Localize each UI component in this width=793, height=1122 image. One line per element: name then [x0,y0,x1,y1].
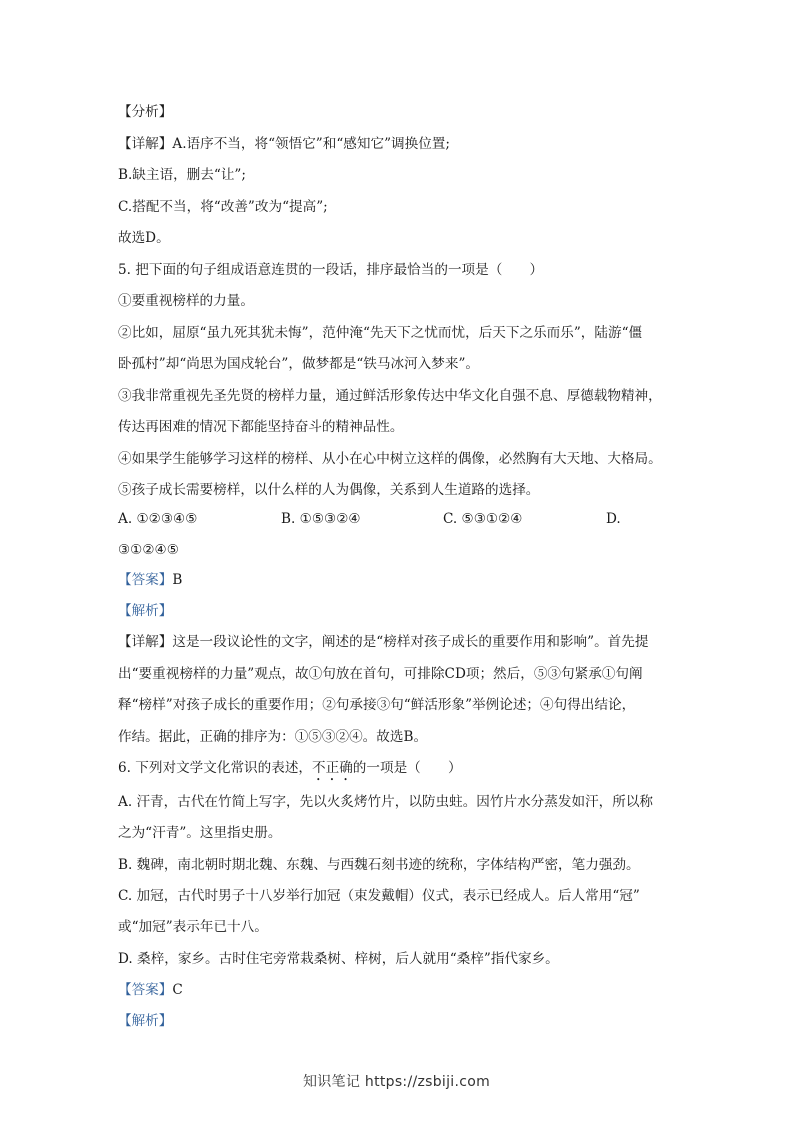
analysis-tag: 【分析】 [118,104,173,120]
q5-answer [118,572,678,588]
answer-tag: 【答案】 [118,572,173,588]
option-a: A. ①②③④⑤ [118,511,198,527]
option-d-value: ③①②④⑤ [118,542,179,558]
q6-option-a-line-2: 之为“汗青”。这里指史册。 [118,825,282,841]
detail-line [118,136,678,152]
detail-tag: 【详解】 [118,634,173,650]
answer-value: C [172,982,183,998]
detail-text: A.语序不当，将“领悟它”和“感知它”调换位置; [172,136,450,152]
q6-stem-post: 的一项是（ ） [352,760,462,776]
option-c: C. ⑤③①②④ [443,511,523,527]
q5-sentence-1: ①要重视榜样的力量。 [118,293,254,309]
explanation-c: C.搭配不当，将“改善”改为“提高”; [118,199,328,215]
q6-explain-heading [118,1013,678,1029]
q5-sentence-3-line-1: ③我非常重视先圣先贤的榜样力量，通过鲜活形象传达中华文化自强不息、厚德载物精神， [118,388,662,404]
q6-option-c-line-2: 或“加冠”表示年已十八。 [118,919,268,935]
explain-tag: 【解析】 [118,1013,173,1029]
q5-sentence-2-line-1: ②比如，屈原“虽九死其犹未悔”，范仲淹“先天下之忧而忧，后天下之乐而乐”，陆游“僵 [118,325,643,341]
q5-detail-line-4: 作结。据此，正确的排序为：①⑤③②④。故选B。 [118,729,428,745]
q5-detail-line-1 [118,634,678,650]
option-b: B. ①⑤③②④ [281,511,361,527]
question-5-stem: 5. 把下面的句子组成语意连贯的一段话，排序最恰当的一项是（ ） [118,262,544,278]
q6-answer [118,982,678,998]
q5-sentence-3-line-2: 传达再困难的情况下都能坚持奋斗的精神品性。 [118,419,404,435]
q6-option-d: D. 桑梓，家乡。古时住宅旁常栽桑树、梓树，后人就用“桑梓”指代家乡。 [118,951,559,967]
conclusion-line: 故选D。 [118,230,170,246]
q6-option-a-line-1: A. 汗青，古代在竹简上写字，先以火炙烤竹片，以防虫蛀。因竹片水分蒸发如汗，所以称 [118,794,654,810]
question-6-stem [118,760,678,784]
q5-sentence-2-line-2: 卧孤村”却“尚思为国戍轮台”，做梦都是“铁马冰河入梦来”。 [118,356,479,372]
q5-detail-line-2: 出“要重视榜样的力量”观点，故①句放在首句，可排除CD项；然后，⑤③句紧承①句阐 [118,666,643,682]
q5-explain-heading [118,603,678,619]
q6-stem-emphasis: 不正确 [312,760,353,776]
q6-option-c-line-1: C. 加冠，古代时男子十八岁举行加冠（束发戴帽）仪式，表示已经成人。后人常用“冠” [118,888,640,904]
detail-text: 这是一段议论性的文字，阐述的是“榜样对孩子成长的重要作用和影响”。首先提 [172,634,649,650]
detail-tag: 【详解】 [118,136,173,152]
option-d: D. [606,511,621,527]
answer-value: B [172,572,183,588]
q5-sentence-4: ④如果学生能够学习这样的榜样、从小在心中树立这样的偶像，必然胸有大天地、大格局。 [118,451,662,467]
q5-sentence-5: ⑤孩子成长需要榜样，以什么样的人为偶像，关系到人生道路的选择。 [118,482,540,498]
q5-detail-line-3: 释“榜样”对孩子成长的重要作用；②句承接③句“鲜活形象”举例论述；④句得出结论， [118,697,636,713]
answer-tag: 【答案】 [118,982,173,998]
q6-stem-pre: 6. 下列对文学文化常识的表述， [118,760,313,776]
analysis-heading [118,104,678,120]
q6-option-b: B. 魏碑，南北朝时期北魏、东魏、与西魏石刻书迹的统称，字体结构严密，笔力强劲。 [118,857,640,873]
explanation-b: B.缺主语，删去“让”; [118,167,246,183]
explain-tag: 【解析】 [118,603,173,619]
footer-watermark: 知识笔记 https://zsbiji.com [302,1074,491,1090]
